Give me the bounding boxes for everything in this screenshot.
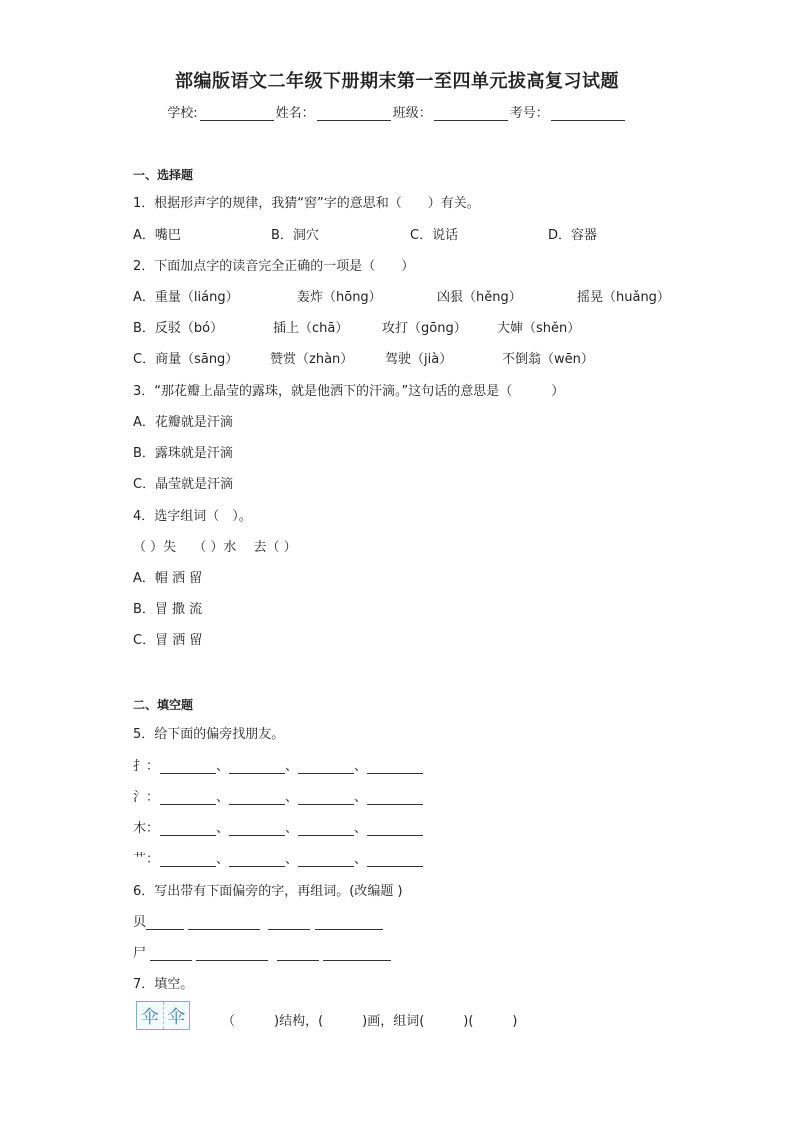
answer-blank[interactable] <box>196 947 268 961</box>
q5-row: 扌： 、 、 、 <box>133 755 423 774</box>
q1-option-b[interactable]: B．洞穴 <box>271 228 319 243</box>
q2-c-word3: 驾驶（jià） <box>385 352 453 367</box>
q3-option-c[interactable]: C．晶莹就是汗滴 <box>133 477 234 492</box>
q2-option-c[interactable]: C．商量（sāng） <box>133 352 239 367</box>
q7-stem: 7．填空。 <box>133 977 194 992</box>
q5-row: 艹： 、 、 、 <box>133 848 423 867</box>
q2-a-word4: 摇晃（huǎng） <box>577 290 670 305</box>
answer-blank[interactable] <box>150 947 192 961</box>
q2-b-word2: 插上（chā） <box>273 321 349 336</box>
q4-option-a[interactable]: A．帽 洒 留 <box>133 571 203 586</box>
q2-b-word3: 攻打（gōng） <box>382 321 467 336</box>
answer-blank[interactable] <box>367 853 423 867</box>
answer-blank[interactable] <box>367 791 423 805</box>
q2-a-word2: 轰炸（hōng） <box>297 290 382 305</box>
answer-blank[interactable] <box>367 760 423 774</box>
q5-radical: 扌： <box>133 759 160 774</box>
answer-blank[interactable] <box>323 947 391 961</box>
page-title: 部编版语文二年级下册期末第一至四单元拔高复习试题 <box>175 71 619 92</box>
character-grid-box <box>136 1001 190 1030</box>
q2-c-word4: 不倒翁（wēn） <box>502 352 594 367</box>
q6-radical: 尸 <box>133 946 147 961</box>
answer-blank[interactable] <box>160 760 216 774</box>
name-label: 姓名： <box>275 106 315 121</box>
answer-blank[interactable] <box>229 822 285 836</box>
answer-blank[interactable] <box>188 916 260 930</box>
q5-radical: 氵： <box>133 790 160 805</box>
answer-blank[interactable] <box>229 760 285 774</box>
q5-radical: 木： <box>133 821 160 836</box>
q2-stem: 2．下面加点字的读音完全正确的一项是（ ） <box>133 259 415 274</box>
q5-row: 氵： 、 、 、 <box>133 786 423 805</box>
answer-blank[interactable] <box>160 822 216 836</box>
answer-blank[interactable] <box>160 853 216 867</box>
answer-blank[interactable] <box>298 853 354 867</box>
q1-option-a[interactable]: A．嘴巴 <box>133 228 181 243</box>
answer-blank[interactable] <box>146 916 184 930</box>
answer-blank[interactable] <box>298 760 354 774</box>
q4-option-c[interactable]: C．冒 洒 留 <box>133 633 203 648</box>
q4-stem: 4．选字组词（ ）。 <box>133 509 252 524</box>
answer-blank[interactable] <box>298 791 354 805</box>
answer-blank[interactable] <box>229 853 285 867</box>
q1-option-d[interactable]: D．容器 <box>548 228 598 243</box>
number-label: 考号： <box>509 106 549 121</box>
q6-row <box>133 942 391 961</box>
character-cell: 伞 <box>163 1002 190 1029</box>
q7-fill-line: （ )结构，( )画，组词( )( ) <box>222 1014 518 1029</box>
class-label: 班级： <box>392 106 432 121</box>
q5-row: 木： 、 、 、 <box>133 817 423 836</box>
q5-stem: 5．给下面的偏旁找朋友。 <box>133 727 285 742</box>
character-cell: 伞 <box>140 1006 159 1028</box>
q2-option-b[interactable]: B．反驳（bó） <box>133 321 224 336</box>
section-heading-choice: 一、选择题 <box>133 168 194 182</box>
q5-radical: 艹： <box>133 852 160 867</box>
class-blank[interactable] <box>434 106 508 121</box>
answer-blank[interactable] <box>277 947 319 961</box>
number-blank[interactable] <box>551 106 625 121</box>
q6-stem: 6．写出带有下面偏旁的字，再组词。(改编题 ) <box>133 884 403 899</box>
answer-blank[interactable] <box>367 822 423 836</box>
q3-option-b[interactable]: B．露珠就是汗滴 <box>133 446 233 461</box>
q2-a-word3: 凶狠（hěng） <box>437 290 522 305</box>
q3-option-a[interactable]: A．花瓣就是汗滴 <box>133 415 233 430</box>
q6-radical: 贝 <box>133 915 147 930</box>
q6-row <box>133 911 383 930</box>
answer-blank[interactable] <box>268 916 310 930</box>
q2-option-a[interactable]: A．重量（liáng） <box>133 290 239 305</box>
q3-stem: 3．“那花瓣上晶莹的露珠，就是他洒下的汗滴。”这句话的意思是（ ） <box>133 384 565 399</box>
q2-b-word4: 大婶（shěn） <box>497 321 581 336</box>
answer-blank[interactable] <box>160 791 216 805</box>
answer-blank[interactable] <box>298 822 354 836</box>
student-info-row <box>0 102 794 121</box>
answer-blank[interactable] <box>315 916 383 930</box>
answer-blank[interactable] <box>229 791 285 805</box>
school-label: 学校: <box>167 106 198 121</box>
name-blank[interactable] <box>317 106 391 121</box>
q4-blanks: （ ）失 （ ）水 去（ ） <box>133 540 297 555</box>
q1-option-c[interactable]: C．说话 <box>410 228 459 243</box>
q4-option-b[interactable]: B．冒 撒 流 <box>133 602 203 617</box>
school-blank[interactable] <box>200 106 274 121</box>
q2-c-word2: 赞赏（zhàn） <box>270 352 354 367</box>
q1-stem: 1．根据形声字的规律，我猜“窖”字的意思和（ ）有关。 <box>133 196 480 211</box>
section-heading-fill: 二、填空题 <box>133 698 194 712</box>
